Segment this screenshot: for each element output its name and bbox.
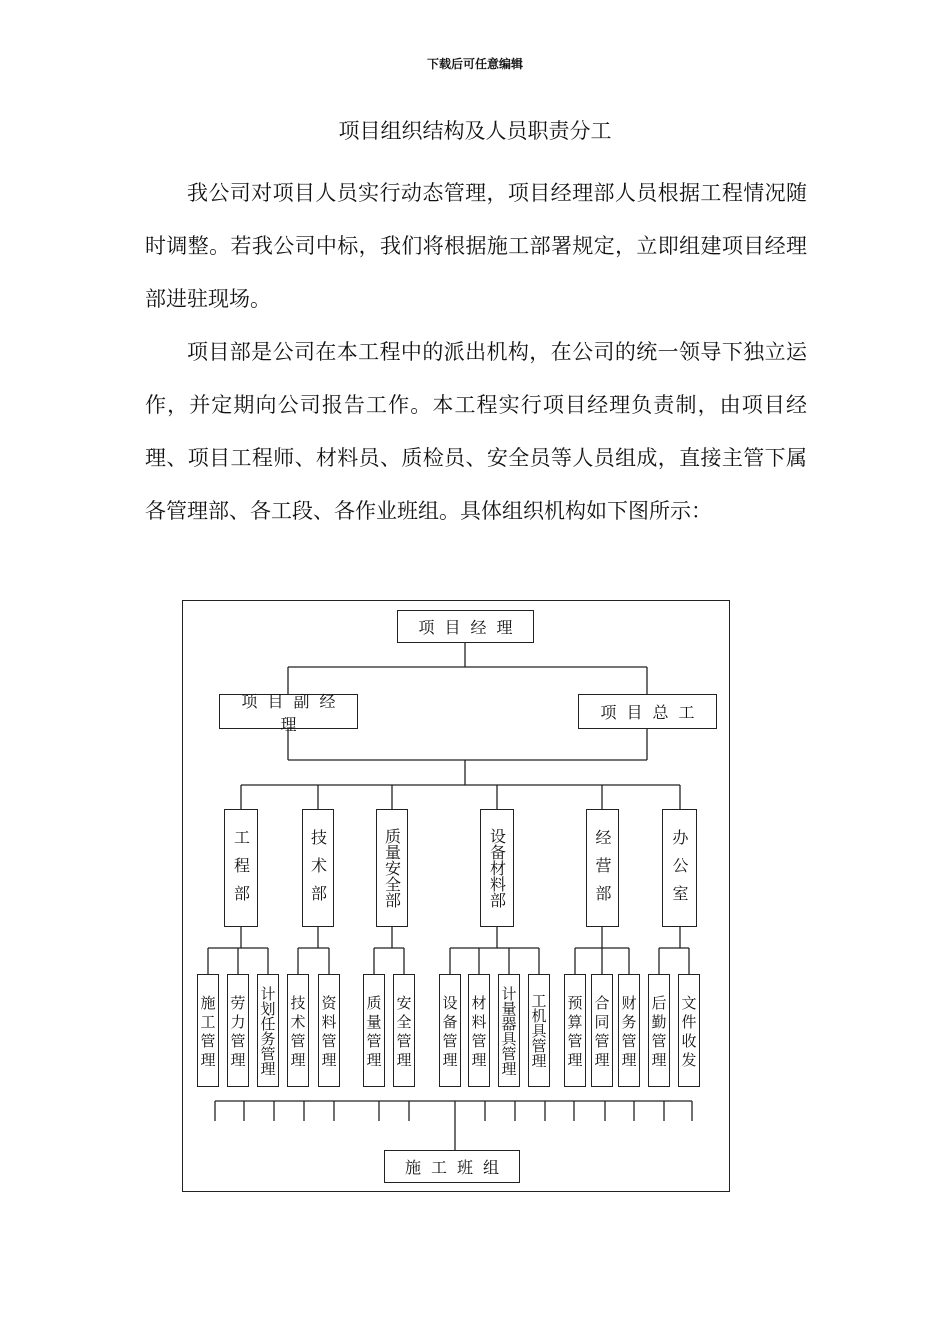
unit-labor-management: 劳力管理 [227, 974, 249, 1087]
unit-measuring-instruments-management: 计量器具管理 [498, 974, 520, 1087]
unit-tools-management: 工机具管理 [528, 974, 550, 1087]
node-chief-engineer: 项目总工 [578, 694, 717, 729]
unit-document-dispatch: 文件收发 [678, 974, 700, 1087]
dept-quality-safety: 质量安全部 [376, 809, 408, 927]
unit-quality-management: 质量管理 [363, 974, 385, 1087]
page-header-note: 下载后可任意编辑 [426, 57, 523, 71]
unit-equipment-management: 设备管理 [439, 974, 461, 1087]
unit-budget-management: 预算管理 [564, 974, 586, 1087]
node-deputy-manager: 项目副经理 [219, 694, 358, 729]
unit-safety-management: 安全管理 [393, 974, 415, 1087]
paragraph-2: 项目部是公司在本工程中的派出机构，在公司的统一领导下独立运作，并定期向公司报告工作。本工程实行项目经理负责制，由项目经理、项目工程师、材料员、质检员、安全员等人员组成，直接主管下属各管理部、各工段、各作业班组。具体组织机构如下图所示： [145, 340, 807, 523]
unit-records-management: 资料管理 [318, 974, 340, 1087]
dept-equipment-materials: 设备材料部 [480, 809, 514, 927]
dept-business: 经营部 [586, 809, 619, 927]
unit-logistics-management: 后勤管理 [648, 974, 670, 1087]
unit-construction-management: 施工管理 [197, 974, 219, 1087]
unit-contract-management: 合同管理 [591, 974, 613, 1087]
dept-office: 办公室 [662, 809, 697, 927]
paragraph-1: 我公司对项目人员实行动态管理，项目经理部人员根据工程情况随时调整。若我公司中标，我们将根据施工部署规定，立即组建项目经理部进驻现场。 [145, 181, 807, 311]
node-project-manager: 项目经理 [397, 610, 534, 643]
unit-finance-management: 财务管理 [618, 974, 640, 1087]
dept-engineering: 工程部 [224, 809, 258, 927]
node-construction-teams: 施工班组 [384, 1150, 520, 1183]
unit-materials-management: 材料管理 [468, 974, 490, 1087]
dept-technical: 技术部 [302, 809, 334, 927]
unit-technology-management: 技术管理 [287, 974, 309, 1087]
document-title: 项目组织结构及人员职责分工 [338, 119, 612, 143]
unit-planning-management: 计划任务管理 [257, 974, 279, 1087]
